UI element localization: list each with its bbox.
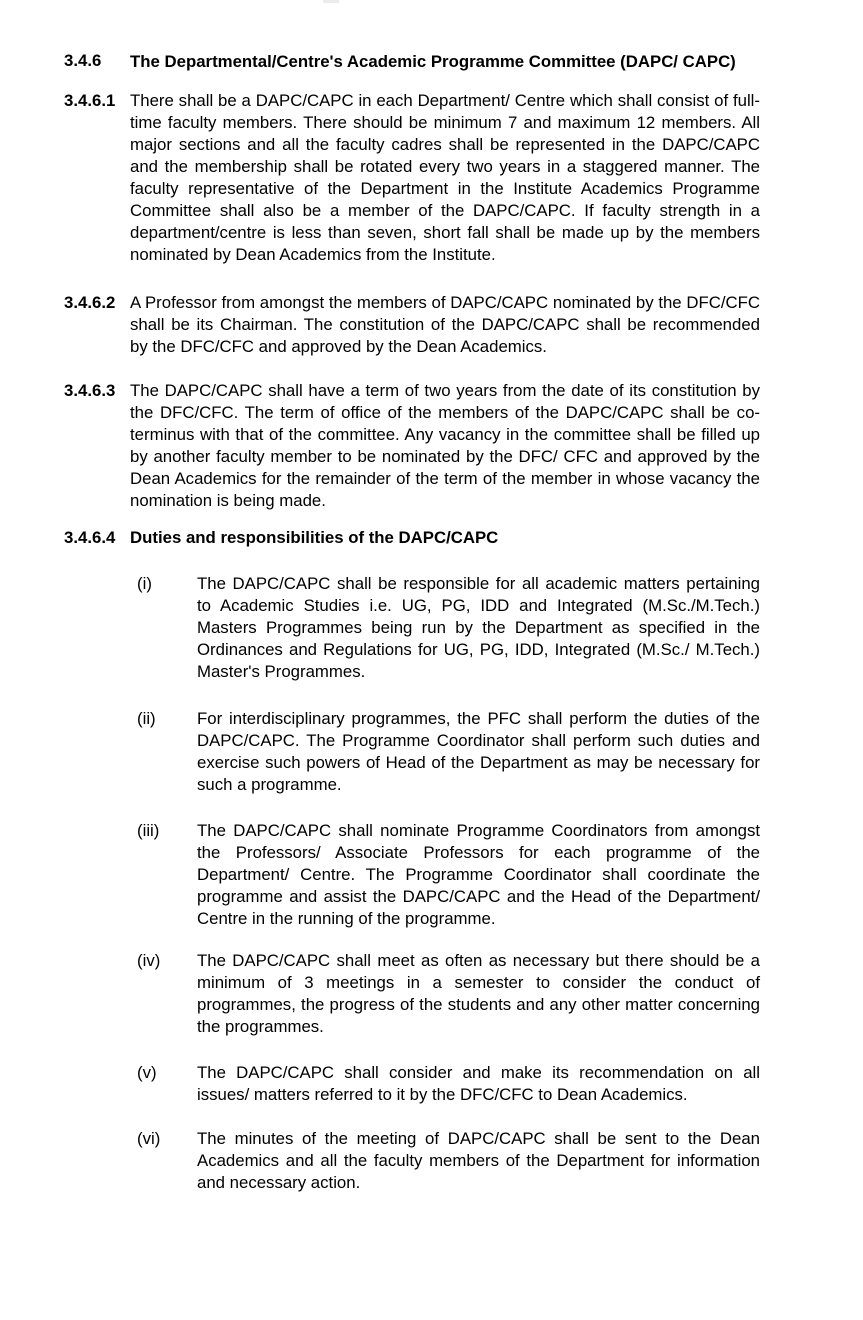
item-text: The DAPC/CAPC shall meet as often as necessary but there should be a minimum of 3 meetings in a semester to consider the conduct of programmes, the progress of the students and any other matter concerning the programmes. [197, 951, 760, 1036]
document-content [64, 50, 760, 1194]
list-item [130, 820, 760, 930]
clause-number: 3.4.6.3 [64, 381, 116, 400]
item-text: For interdisciplinary programmes, the PFC shall perform the duties of the DAPC/CAPC. The Programme Coordinator shall perform such duties and exercise such powers of Head of the Department as may be necessary for such a programme. [197, 709, 760, 794]
clause-text: There shall be a DAPC/CAPC in each Department/ Centre which shall consist of full-time faculty members. There should be minimum 7 and maximum 12 members. All major sections and all the faculty cadres shall be represented in the DAPC/CAPC and the membership shall be rotated every two years in a staggered manner. The faculty representative of the Department in the Institute Academics Programme Committee shall also be a member of the DAPC/CAPC. If faculty strength in a department/centre is less than seven, short fall shall be made up by the members nominated by Dean Academics from the Institute. [130, 91, 760, 264]
item-text: The DAPC/CAPC shall be responsible for all academic matters pertaining to Academic Studies i.e. UG, PG, IDD and Integrated (M.Sc./M.Tech.) Masters Programmes being run by the Department as specified in the Ordinances and Regulations for UG, PG, IDD, Integrated (M.Sc./ M.Tech.) Master's Programmes. [197, 574, 760, 681]
item-label: (i) [137, 574, 152, 593]
section-number: 3.4.6 [64, 51, 102, 70]
duties-number: 3.4.6.4 [64, 528, 116, 547]
section-title: The Departmental/Centre's Academic Programme Committee (DAPC/ CAPC) [130, 52, 736, 71]
clause [64, 380, 760, 512]
list-item [130, 1062, 760, 1106]
item-text: The minutes of the meeting of DAPC/CAPC shall be sent to the Dean Academics and all the faculty members of the Department for information and necessary action. [197, 1129, 760, 1192]
clause [64, 292, 760, 358]
item-label: (iii) [137, 821, 160, 840]
list-item [130, 573, 760, 683]
clause-number: 3.4.6.2 [64, 293, 116, 312]
item-label: (v) [137, 1063, 157, 1082]
list-item [130, 1128, 760, 1194]
item-label: (iv) [137, 951, 161, 970]
list-item [130, 950, 760, 1038]
item-label: (vi) [137, 1129, 161, 1148]
section-heading [64, 50, 760, 73]
duties-heading [64, 527, 760, 549]
duties-list [130, 573, 760, 1194]
item-text: The DAPC/CAPC shall nominate Programme Coordinators from amongst the Professors/ Associate Professors for each programme of the Department/ Centre. The Programme Coordinator shall coordinate the programme and assist the DAPC/CAPC and the Head of the Department/ Centre in the running of the programme. [197, 821, 760, 928]
clause-text: The DAPC/CAPC shall have a term of two years from the date of its constitution by the DFC/CFC. The term of office of the members of the DAPC/CAPC shall be co-terminus with that of the committee. Any vacancy in the committee shall be filled up by another faculty member to be nominated by the DFC/ CFC and approved by the Dean Academics for the remainder of the term of the member in whose vacancy the nomination is being made. [130, 381, 760, 510]
item-text: The DAPC/CAPC shall consider and make its recommendation on all issues/ matters referred to it by the DFC/CFC to Dean Academics. [197, 1063, 760, 1104]
clause [64, 90, 760, 266]
page-edge-artifact [323, 0, 339, 3]
clause-number: 3.4.6.1 [64, 91, 116, 110]
duties-title: Duties and responsibilities of the DAPC/CAPC [130, 528, 499, 547]
list-item [130, 708, 760, 796]
clause-text: A Professor from amongst the members of DAPC/CAPC nominated by the DFC/CFC shall be its Chairman. The constitution of the DAPC/CAPC shall be recommended by the DFC/CFC and approved by the Dean Academics. [130, 293, 760, 356]
item-label: (ii) [137, 709, 156, 728]
